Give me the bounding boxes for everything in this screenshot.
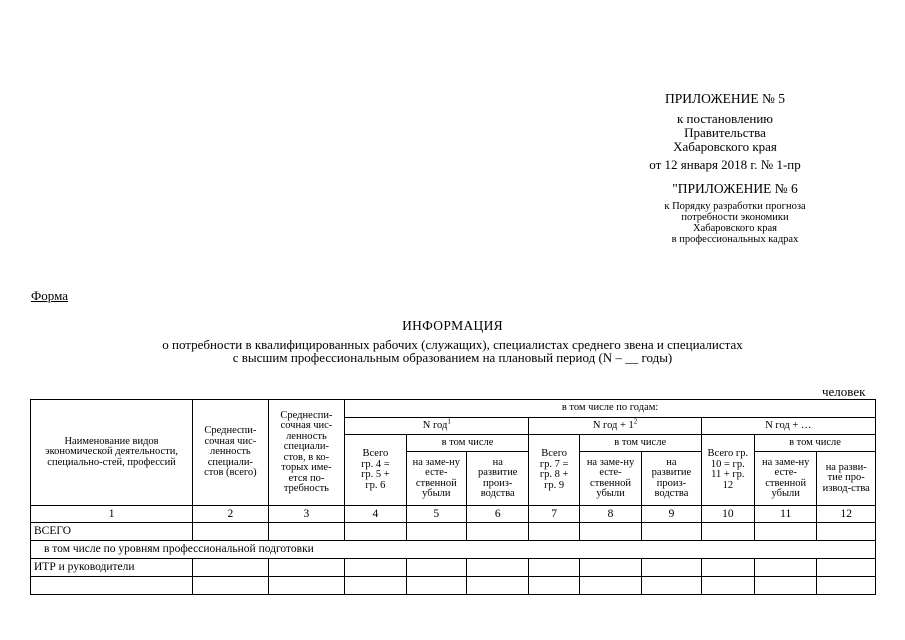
row-itr-label: ИТР и руководители: [31, 559, 193, 577]
row-by-level-label: в том числе по уровням профессиональной подготовки: [31, 541, 876, 559]
col-number: 2: [193, 506, 269, 523]
col-number: 3: [268, 506, 345, 523]
col-number: 5: [406, 506, 466, 523]
table-cell[interactable]: [701, 577, 754, 595]
subtitle-line2: с высшим профессиональным образованием на плановый период (N – __ годы): [232, 350, 673, 365]
table-cell[interactable]: [579, 559, 641, 577]
header-year1: N год$^1$: [345, 418, 529, 435]
table-cell[interactable]: [817, 523, 876, 541]
header-by-years: в том числе по годам:: [345, 400, 876, 418]
table-cell[interactable]: [193, 577, 269, 595]
col-number: 12: [817, 506, 876, 523]
appendix5-block: [650, 92, 800, 172]
header-develop2: на развитие произ-водства: [642, 452, 701, 506]
table-cell[interactable]: [817, 577, 876, 595]
table-cell[interactable]: [529, 577, 579, 595]
subtitle-line1: о потребности в квалифицированных рабочих (служащих), специалистах среднего звена и специалистах: [162, 337, 743, 352]
header-year2: N год + $1^2$: [529, 418, 701, 435]
table-cell[interactable]: [642, 523, 701, 541]
table-cell[interactable]: [193, 559, 269, 577]
header-avg-total: Среднеспи-сочная чис-ленность специали-стов (всего): [193, 400, 269, 506]
table-cell[interactable]: [406, 577, 466, 595]
col-number: 4: [345, 506, 406, 523]
form-label: Форма: [31, 288, 68, 303]
appendix5-title: ПРИЛОЖЕНИЕ № 5: [664, 91, 786, 106]
table-cell[interactable]: [467, 559, 529, 577]
table-cell[interactable]: [579, 577, 641, 595]
table-cell[interactable]: [268, 577, 345, 595]
appendix6-line3: Хабаровского края: [693, 223, 777, 234]
table-cell[interactable]: [268, 559, 345, 577]
table-cell[interactable]: [642, 559, 701, 577]
table-cell[interactable]: [755, 559, 817, 577]
table-cell[interactable]: [193, 523, 269, 541]
header-total2: Всего гр. 7 = гр. 8 + гр. 9: [529, 435, 579, 506]
table-cell[interactable]: [406, 559, 466, 577]
col-number: 10: [701, 506, 754, 523]
col-number: 11: [755, 506, 817, 523]
header-incl3: в том числе: [755, 435, 876, 452]
appendix5-line4: от 12 января 2018 г. № 1-пр: [649, 157, 801, 172]
table-cell[interactable]: [268, 523, 345, 541]
header-develop3: на разви-тие про-извод-ства: [817, 452, 876, 506]
col-number: 7: [529, 506, 579, 523]
row-total-label: ВСЕГО: [31, 523, 193, 541]
table-cell[interactable]: [467, 523, 529, 541]
table-cell[interactable]: [467, 577, 529, 595]
header-total1: Всего гр. 4 = гр. 5 + гр. 6: [345, 435, 406, 506]
table-cell[interactable]: [755, 523, 817, 541]
col-number: 1: [31, 506, 193, 523]
table-cell[interactable]: [755, 577, 817, 595]
table-row-itr: [31, 559, 876, 577]
col-number: 6: [467, 506, 529, 523]
header-year3: N год + …: [701, 418, 875, 435]
table-cell[interactable]: [31, 577, 193, 595]
header-name: Наименование видов экономической деятельности, специально-стей, профессий: [31, 400, 193, 506]
table-cell[interactable]: [529, 523, 579, 541]
header-avg-future: Среднеспи-сочная чис-ленность специали-стов, в ко-торых име-ется по-требность: [268, 400, 345, 506]
appendix6-block: [630, 182, 840, 245]
header-replace2: на заме-ну есте-ственной убыли: [579, 452, 641, 506]
table-cell[interactable]: [406, 523, 466, 541]
header-incl1: в том числе: [406, 435, 529, 452]
header-incl2: в том числе: [579, 435, 701, 452]
demand-table: [30, 399, 876, 595]
col-number: 9: [642, 506, 701, 523]
appendix6-line1: к Порядку разработки прогноза: [664, 201, 806, 212]
table-cell[interactable]: [701, 559, 754, 577]
appendix5-line3: Хабаровского края: [673, 139, 777, 154]
table-cell[interactable]: [817, 559, 876, 577]
table-cell[interactable]: [345, 523, 406, 541]
table-row-empty: [31, 577, 876, 595]
document-title: ИНФОРМАЦИЯ: [402, 318, 503, 333]
appendix6-title: "ПРИЛОЖЕНИЕ № 6: [672, 181, 798, 196]
table-row-total: [31, 523, 876, 541]
appendix5-line1: к постановлению: [676, 111, 774, 126]
unit-label: человек: [822, 384, 866, 399]
header-total3: Всего гр. 10 = гр. 11 + гр. 12: [701, 435, 754, 506]
table-cell[interactable]: [642, 577, 701, 595]
table-cell[interactable]: [345, 559, 406, 577]
table-cell[interactable]: [701, 523, 754, 541]
header-replace1: на заме-ну есте-ственной убыли: [406, 452, 466, 506]
table-cell[interactable]: [345, 577, 406, 595]
col-number: 8: [579, 506, 641, 523]
appendix5-line2: Правительства: [684, 125, 766, 140]
table-cell[interactable]: [579, 523, 641, 541]
document-subtitle: [100, 338, 805, 364]
table-row-by-level: [31, 541, 876, 559]
appendix6-line2: потребности экономики: [681, 212, 789, 223]
header-replace3: на заме-ну есте-ственной убыли: [755, 452, 817, 506]
appendix6-line4: в профессиональных кадрах: [671, 234, 799, 245]
table-cell[interactable]: [529, 559, 579, 577]
header-develop1: на развитие произ-водства: [467, 452, 529, 506]
